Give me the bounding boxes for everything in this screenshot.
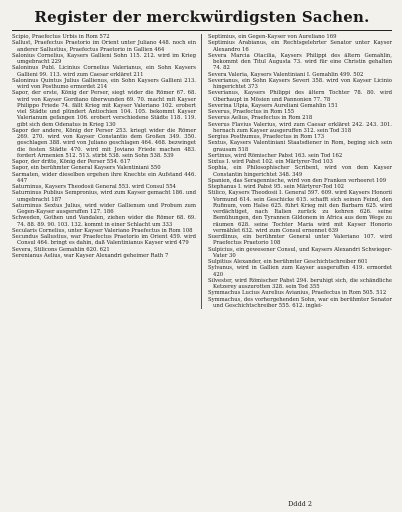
index-entry: Secundus Sallustius, war Praefectus Praetorio im Orient 459. wird Consul 464. bringt es dahin, daß Valentinianus Kayser wird 479 <box>12 234 196 247</box>
index-entry: Saturninus Sextus Julius, wird wider Gallienum und Probum zum Gegen-Kayser ausgeruffen 127. 186 <box>12 202 196 215</box>
index-entry: Severina Ulpia, Kaysers Aureliani Gemahlin 151 <box>208 102 338 109</box>
index-entry: Sulpitius Alexander, ein berühmter Geschichtschreiber 601 <box>208 259 368 265</box>
index-entry: Severa, Stilicons Gemahlin 620. 621 <box>12 246 110 253</box>
index-entry: Symmachus, des vorhergehenden Sohn, war ein berühmter Senator und Geschichtschreiber 555. 612. inglei- <box>208 296 392 309</box>
header-rule <box>12 30 392 31</box>
index-entry: Sallust, Praefectus Praetorio im Orient unter Juliano 448. noch ein anderer Sallustius, Praefectus Praetorio in Gallien 464 <box>12 40 196 53</box>
left-column <box>12 34 202 309</box>
index-entry: Sertinus, wird Römischer Pabst 163. sein Tod 162 <box>208 152 343 159</box>
index-entry: Stilico, Kaysers Theodosii I. General 597. 609. wird Kaysers Honorii Vormund 614. sein Geschicke 615. schafft sich seinen Feind, den Rufinum, vom Halse 625. führt Krieg mit den Barbarn 625. wird verdächtiget, nach Italien zurück zu kehren 626. seine Bemühungen, den Tyrannen Gildonem in Africa aus dem Wege zu räumen 628. seine Tochter Maria wird mit Kayser Honorio vermählet 632. wird zum Consul ernennet 639 <box>208 190 392 234</box>
index-entry: Severa Marcia Otacilia, Kaysers Philippi des ältern Gemahlin, bekommt den Titul Augusta 73. wird für eine Christin gehalten 74. 82 <box>208 52 392 72</box>
index-entry: Secularis Cornelius, unter Kayser Valeriano Praefectus in Rom 108 <box>12 227 193 234</box>
index-entry: Sapor der andere, König der Perser 253. kriegt wider die Römer 269. 270. wird von Kayser Constantio dem Großen 349. 350. geschlagen 388. wird von Juliano geschlagen 464. 468. bezwinget die festen Städte 470. wird mit Joviano Friede machen 483. fordert Armenien 512. 513. stirbt 538. sein Sohn 538. 539 <box>12 127 196 159</box>
index-entry: Severus Flavius Valerius, wird zum Caesar erkläret 242. 243. 301. hernach zum Kayser ausgeruffen 312. sein Tod 318 <box>208 121 392 134</box>
index-entry: Severianus, Kaysers Philippi des ältern Tochter 78. 80. wird Oberhaupt in Mösien und Pannonien 77. 78 <box>208 90 392 103</box>
index-entry: Sapor, der erste, König der Perser, siegt wider die Römer 67. 68. wird von Kayser Gordiano überwunden 69. 70. macht mit Kayser Philippo Friede 74. fällt Krieg mit Kayser Valeriano 102. erobert viel Städte und plündert Antiochien 104. 105. bekommt Kayser Valerianum gefangen 106. erobert verschiedene Städte 118. 119. gibt sich dem Odenatus in Krieg 130 <box>12 90 196 128</box>
index-entry: Suerdlinus, ein berühmter General unter Valeriano 107. wird Praefectus Praetorio 108 <box>208 234 392 247</box>
index-entry: Sapor, der dritte, König der Perser 554. 617 <box>12 159 131 165</box>
index-entry: Saturninus, Kaysers Theodosii General 553. wird Consul 554 <box>12 184 176 190</box>
index-entry: Septimius Arabianus, ein Rechtsgelehrter Senator unter Kayser Alexandro 16 <box>208 40 392 53</box>
index-entry: Sarmaten, wider dieselben ergehen ihre Knechte ein Aufstand 446. 447 <box>12 171 196 184</box>
index-entry: Severus, Praefectus in Rom 155 <box>208 109 295 115</box>
index-entry: Sulpicius, ein gewesener Consul, und Kaysers Alexandri Schwieger-Vater 30 <box>208 246 392 259</box>
index-entry: Sergius Posthumus, Praefectus in Rom 173 <box>208 134 325 140</box>
index-entry: Silvester, wird Römischer Pabst 294. beruhigt sich, die schändliche Ketzerey auszurotten 328. sein Tod 355 <box>208 277 392 290</box>
index-entry: Scipio, Praefectus Urbis in Rom 572 <box>12 34 110 40</box>
index-entry: Severianus, ein Sohn Kaysers Severi 358. wird von Kayser Licinio hingerichtet 373 <box>208 77 392 90</box>
index-entry: Sixtus I. wird Pabst 102. ein Märtyrer-Tod 103 <box>208 159 333 165</box>
index-entry: Schweden, Gothen und Vandalen, ziehen wider die Römer 68. 69. 74. 88. 89. 90. 103. 132. kommt in einer Schlacht um 333 <box>12 215 196 228</box>
index-entry: Severa Valeria, Kaysers Valentiniani I. Gemahlin 499. 502 <box>208 71 364 78</box>
index-entry: Septimius, ein Gegen-Kayser von Aureliano 169 <box>208 34 337 40</box>
index-entry: Saloninus Quintus Julius Gallienus, ein Sohn Kaysers Gallieni 213. wird von Posthumo ermordet 214 <box>12 77 196 90</box>
right-column <box>208 34 392 309</box>
index-columns <box>12 34 392 309</box>
index-entry: Saturninus Publius Sempronius, wird zum Kayser gemacht 186. und umgebracht 187 <box>12 190 196 203</box>
page-footer <box>12 500 392 508</box>
page-title: Register der merckwürdigsten Sachen. <box>34 8 370 26</box>
index-entry: Severus Aelius, Praefectus in Rom 218 <box>208 115 313 122</box>
index-entry: Salonius Cornelius, Kaysers Gallieni Sohn 115. 212. wird im Krieg umgebracht 229 <box>12 52 196 65</box>
index-entry: Stephanus I. wird Pabst 95. sein Märtyrer-Tod 102 <box>208 184 345 190</box>
index-entry: Sophia, ein Philosophischer Scribent, wird von dem Kayser Constantin hingerichtet 348. 349 <box>208 165 392 178</box>
index-entry: Sextus, Kaysers Valentiniani Staatsdiener in Rom, beging sich sein grausam 518 <box>208 140 392 153</box>
index-entry: Serenianus Aelius, war Kayser Alexandri geheimer Rath 7 <box>12 252 169 259</box>
index-entry: Saloninus Publ. Licinius Cornelius Valerianus, ein Sohn Kaysers Gallieni 99. 113. wird zum Caesar erkläret 211 <box>12 65 196 78</box>
index-entry: Sapor, ein berühmter General Kaysers Valentiniani 550 <box>12 165 161 172</box>
index-entry: Spanien, das Seragennische, wird von den Franken verheeret 109 <box>208 177 387 184</box>
index-entry: Sylvanus, wird in Gallien zum Kayser ausgeruffen 419. ermordet 420 <box>208 265 392 278</box>
index-entry: Symmachus Lucius Aurelius Avianius, Praefectus in Rom 505. 512 <box>208 290 387 297</box>
signature-mark: Dddd 2 <box>288 500 312 508</box>
